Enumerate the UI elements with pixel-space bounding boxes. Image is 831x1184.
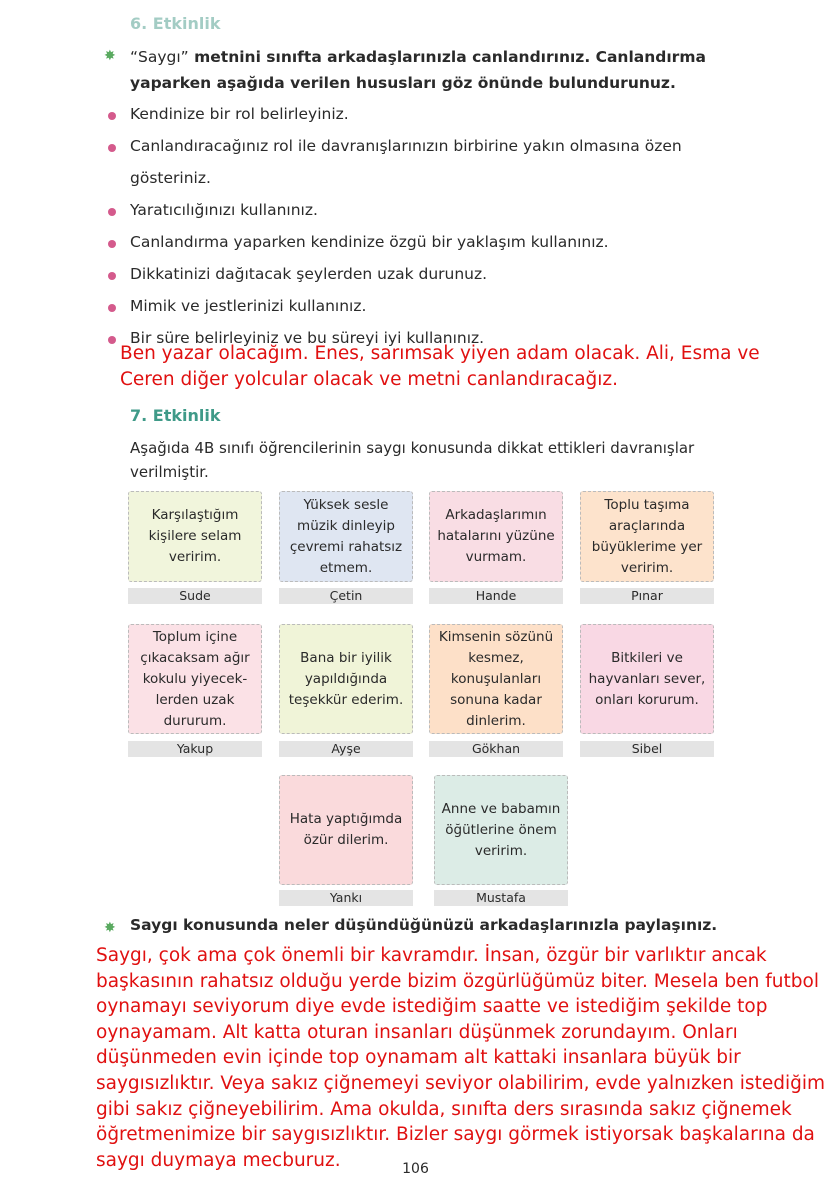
instruction-text: metnini sınıfta arkadaşlarınızla canlandırınız. Canlandırma yaparken aşağıda verilen hususları göz önünde bulundurunuz. [130,48,706,92]
guideline-item: Bir süre belirleyiniz ve bu süreyi iyi kullanınız. [108,322,758,354]
behavior-card [128,624,262,734]
behavior-card [429,624,563,734]
behavior-card [434,775,568,885]
behavior-card [580,491,714,582]
activity7-intro: Aşağıda 4B sınıfı öğrencilerinin saygı konusunda dikkat ettikleri davranışlar verilmiştir. [130,439,695,481]
student-name-label: Yankı [279,890,413,906]
activity7-answer: Saygı, çok ama çok önemli bir kavramdır. İnsan, özgür bir varlıktır ancak başkasının rahatsız olduğu yerde bizim özgürlüğümüz biter. Mesela ben futbol oynamayı seviyorum diye evde istediğim saatte ve istediğim şekilde top oynayamam. Alt katta oturan insanları düşünmek zorundayım. Onları düşünmeden evin içinde top oynamam alt kattaki insanlara büyük bir saygısızlıktır. Veya sakız çiğnemeyi seviyor olabilirim, evde yalnızken istediğim gibi sakız çiğneyebilirim. Ama okulda, sınıfta ders sırasında sakız çiğnemek öğretmenimize bir saygısızlıktır. Bizler saygı görmek istiyorsak başkalarına da saygı duymaya mecburuz. [96,945,825,1171]
card-text: Arkadaşlarımın hatalarını yüzüne vurmam. [437,507,555,565]
card-text: Toplum içine çıkacaksam ağır kokulu yiyecek-lerden uzak dururum. [140,628,250,729]
student-name-label: Yakup [128,741,262,757]
activity6-instruction [130,44,770,96]
guideline-item: Dikkatinizi dağıtacak şeylerden uzak durunuz. [108,258,758,290]
card-text: Hata yaptığımda özür dilerim. [289,811,403,848]
star-bullet-icon: ✸ [104,920,116,936]
student-name-label: Mustafa [434,890,568,906]
student-name-label: Sibel [580,741,714,757]
star-bullet-icon: ✸ [104,48,116,64]
card-text: Karşılaştığım kişilere selam veririm. [148,507,242,565]
card-text: Anne ve babamın öğütlerine önem veririm. [441,800,561,859]
student-name-label: Ayşe [279,741,413,757]
student-name-label: Sude [128,588,262,604]
guideline-item: Kendinize bir rol belirleyiniz. [108,98,758,130]
activity6-answer: Ben yazar olacağım. Enes, sarımsak yiyen adam olacak. Ali, Esma ve Ceren diğer yolcular olacak ve metni canlandıracağız. [120,343,760,390]
behavior-card [279,775,413,885]
guideline-item: Canlandıracağınız rol ile davranışlarınızın birbirine yakın olmasına özen gösteriniz. [108,130,758,194]
student-name-label: Pınar [580,588,714,604]
guideline-list [108,98,758,354]
behavior-card [279,491,413,582]
card-text: Kimsenin sözünü kesmez, konuşulanları sonuna kadar dinlerim. [438,628,554,729]
behavior-card [128,491,262,582]
activity6-title: 6. Etkinlik [130,14,221,33]
instruction-quote: “Saygı” [130,48,189,66]
student-name-label: Hande [429,588,563,604]
page-number: 106 [402,1161,429,1177]
card-text: Bitkileri ve hayvanları sever, onları korurum. [588,649,706,708]
behavior-card [429,491,563,582]
guideline-item: Mimik ve jestlerinizi kullanınız. [108,290,758,322]
guideline-item: Canlandırma yaparken kendinize özgü bir yaklaşım kullanınız. [108,226,758,258]
behavior-card [580,624,714,734]
behavior-card [279,624,413,734]
activity7-question: Saygı konusunda neler düşündüğünüzü arkadaşlarınızla paylaşınız. [130,916,718,934]
guideline-item: Yaratıcılığınızı kullanınız. [108,194,758,226]
card-text: Yüksek sesle müzik dinleyip çevremi rahatsız etmem. [289,496,403,576]
student-name-label: Gökhan [429,741,563,757]
activity7-title: 7. Etkinlik [130,406,221,425]
card-text: Bana bir iyilik yapıldığında teşekkür ederim. [288,649,404,708]
card-text: Toplu taşıma araçlarında büyüklerime yer veririm. [591,496,703,576]
student-name-label: Çetin [279,588,413,604]
